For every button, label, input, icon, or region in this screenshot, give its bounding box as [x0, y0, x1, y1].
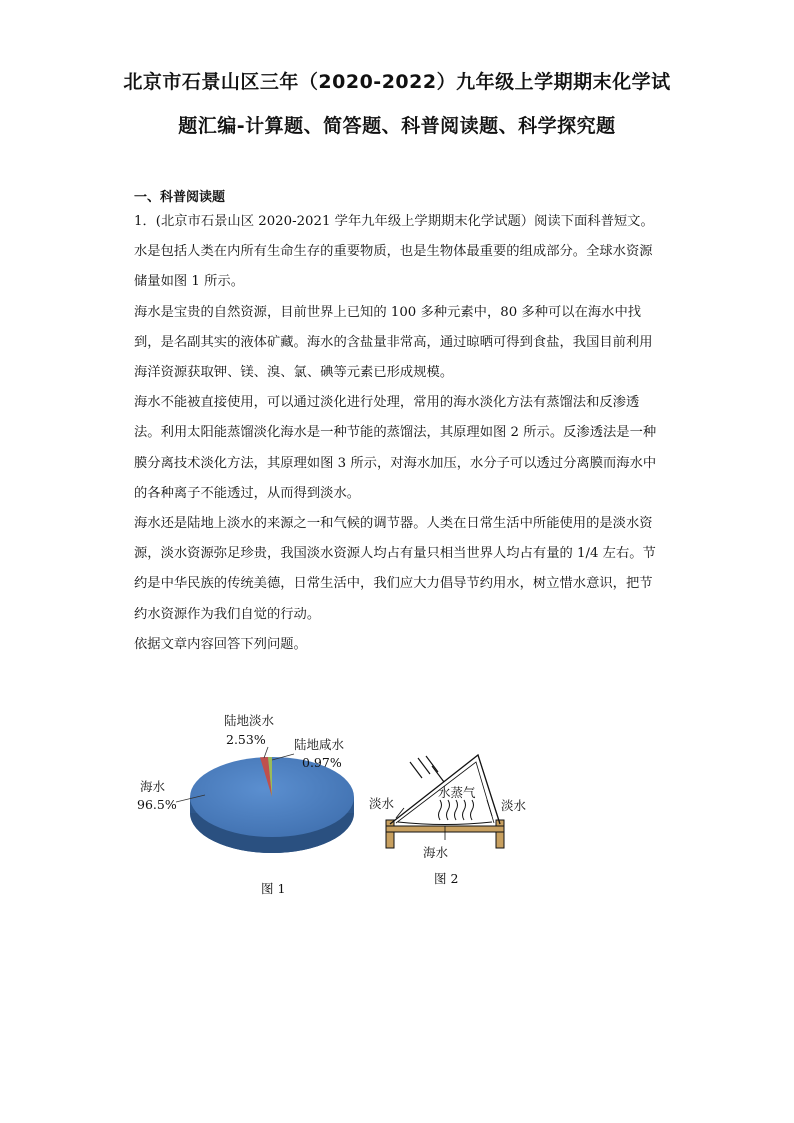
label-land-salt-value: 0.97%	[302, 755, 342, 770]
sun-ray	[426, 756, 438, 772]
paragraph-freshwater: 海水还是陆地上淡水的来源之一和气候的调节器。人类在日常生活中所能使用的是淡水资源，淡水资源弥足珍贵，我国淡水资源人均占有量只相当世界人均占有量的 1/4 左右。节约是中华民族的传统美德，日常生活中，我们应大力倡导节约用水，树立惜水意识，把节约水资源作为我们自觉的行动。	[134, 516, 656, 622]
question-intro: 1．(北京市石景山区 2020-2021 学年九年级上学期期末化学试题）阅读下面科普短文。	[134, 214, 654, 229]
figure2-caption: 图 2	[434, 871, 459, 886]
sun-ray	[410, 762, 422, 778]
fig2-label-left-fresh: 淡水	[369, 796, 395, 811]
label-land-fresh-name: 陆地淡水	[224, 713, 275, 728]
paragraph-seawater-resource: 海水是宝贵的自然资源，目前世界上已知的 100 多种元素中，80 多种可以在海水中找到，是名副其实的液体矿藏。海水的含盐量非常高，通过晾晒可得到食盐，我国目前利用海洋资源获取钾、镁、溴、氯、碘等元素已形成规模。	[134, 304, 653, 381]
section-heading: 一、科普阅读题	[134, 190, 226, 205]
page-title-line-1: 北京市石景山区三年（2020-2022）九年级上学期期末化学试	[123, 71, 671, 93]
fig2-label-vapor: 水蒸气	[438, 785, 476, 800]
label-land-fresh-value: 2.53%	[226, 732, 266, 747]
label-seawater-value: 96.5%	[137, 797, 177, 812]
leader-land-fresh	[264, 747, 268, 758]
figure1-caption: 图 1	[261, 881, 286, 896]
figure2-solar-still	[386, 755, 504, 848]
figures-area	[0, 700, 794, 910]
fig2-label-seawater: 海水	[423, 845, 449, 860]
label-seawater-name: 海水	[140, 779, 166, 794]
sun-ray	[432, 766, 444, 782]
vapor-arrow	[471, 800, 474, 820]
figures-svg	[0, 700, 794, 910]
vapor-arrow	[439, 800, 442, 820]
fig2-label-right-fresh: 淡水	[501, 798, 527, 813]
vapor-arrow	[463, 800, 466, 820]
arrow-right-flow	[487, 800, 492, 816]
article-body	[134, 207, 662, 660]
sun-rays	[410, 756, 444, 782]
label-land-salt-name: 陆地咸水	[294, 737, 345, 752]
vapor-arrows	[439, 800, 474, 820]
frame-left-post	[386, 820, 394, 848]
vapor-arrow	[455, 800, 458, 820]
sun-ray	[418, 758, 430, 774]
paragraph-instruction: 依据文章内容回答下列问题。	[134, 636, 307, 652]
paragraph-desalination: 海水不能被直接使用，可以通过淡化进行处理，常用的海水淡化方法有蒸馏法和反渗透法。利用太阳能蒸馏淡化海水是一种节能的蒸馏法，其原理如图 2 所示。反渗透法是一种膜分离技术淡化方法，其原理如图 3 所示，对海水加压，水分子可以透过分离膜而海水中的各种离子不能透过，从而得到淡水。	[134, 395, 657, 501]
water-trough	[398, 822, 492, 825]
frame-right-post	[496, 820, 504, 848]
page-title-line-2: 题汇编-计算题、简答题、科普阅读题、科学探究题	[178, 115, 616, 137]
figure1-pie-chart	[190, 757, 354, 853]
vapor-arrow	[447, 800, 450, 820]
paragraph-water-importance: 水是包括人类在内所有生命生存的重要物质，也是生物体最重要的组成部分。全球水资源储量如图 1 所示。	[134, 244, 653, 290]
